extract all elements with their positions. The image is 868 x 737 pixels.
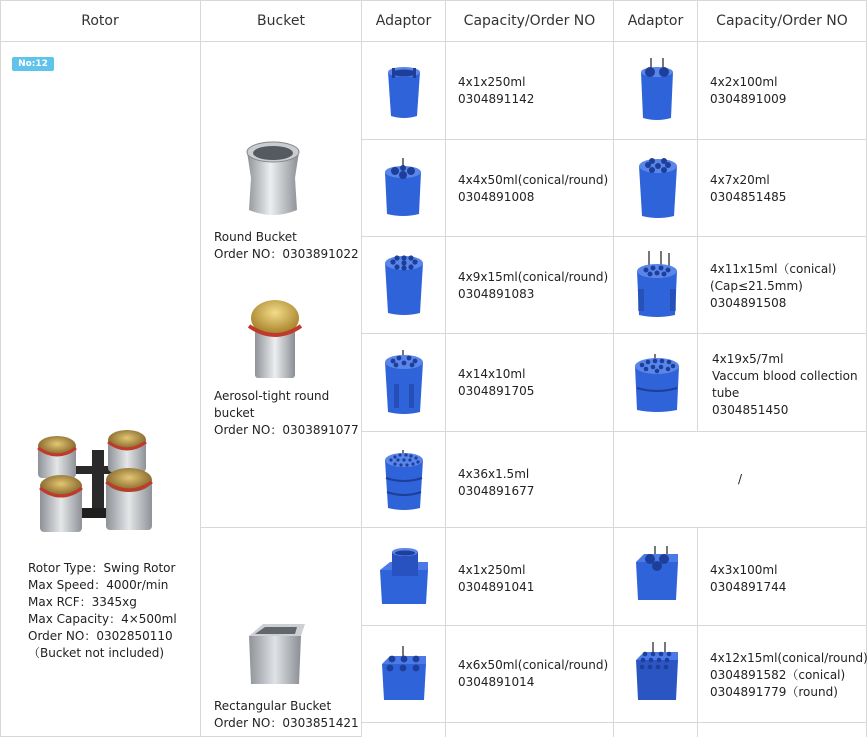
capacity-text: 4x2x100ml xyxy=(710,75,778,89)
header-bucket: Bucket xyxy=(201,0,362,42)
header-adaptor-1: Adaptor xyxy=(362,0,446,42)
adaptor-19x5-icon xyxy=(632,352,682,414)
order-number-round: 0304891779（round) xyxy=(710,685,838,699)
capacity-text: 4x19x5/7ml xyxy=(712,352,784,366)
capacity-text: 4x1x250ml xyxy=(458,563,526,577)
adaptor-9x15-icon xyxy=(382,251,426,317)
order-number: 0304891677 xyxy=(458,484,535,498)
capacity-cell xyxy=(446,42,614,140)
bucket-cell-round xyxy=(201,42,362,528)
round-bucket-order: Order NO：0303891022 xyxy=(214,247,359,261)
adaptor-image-cell xyxy=(362,140,446,237)
order-number: 0304891142 xyxy=(458,92,535,106)
adaptor-rect-3x100-icon xyxy=(632,544,682,604)
capacity-text: 4x7x20ml xyxy=(710,173,770,187)
rotor-cell xyxy=(0,42,201,737)
adaptor-11x15-icon xyxy=(634,249,680,319)
rect-bucket-order: Order NO：0303851421 xyxy=(214,716,359,730)
adaptor-1x250-icon xyxy=(384,64,424,120)
rotor-spec-rcf: Max RCF：3345xg xyxy=(28,595,137,609)
adaptor-image-cell xyxy=(362,42,446,140)
capacity-cell xyxy=(446,626,614,723)
rotor-spec-note: （Bucket not included) xyxy=(28,646,165,660)
rotor-number-badge: No:12 xyxy=(12,57,54,71)
rotor-spec-capacity: Max Capacity：4×500ml xyxy=(28,612,177,626)
capacity-cell xyxy=(698,626,867,723)
round-bucket-name: Round Bucket xyxy=(214,230,297,244)
adaptor-4x50-icon xyxy=(382,156,424,218)
aerosol-bucket-name-line2: bucket xyxy=(214,406,255,420)
header-adaptor-2: Adaptor xyxy=(614,0,698,42)
capacity-text: 4x3x100ml xyxy=(710,563,778,577)
order-number: 0304891083 xyxy=(458,287,535,301)
capacity-text: 4x14x10ml xyxy=(458,367,526,381)
capacity-cell xyxy=(698,528,867,626)
adaptor-image-cell xyxy=(614,626,698,723)
adaptor-rect-12x15-icon xyxy=(632,640,682,704)
adaptor-image-cell-partial xyxy=(362,723,446,737)
header-capacity-2: Capacity/Order NO xyxy=(698,0,867,42)
aerosol-bucket-image xyxy=(245,296,305,380)
adaptor-image-cell xyxy=(362,432,446,528)
capacity-cell-partial xyxy=(698,723,867,737)
order-number: 0304891705 xyxy=(458,384,535,398)
capacity-cell xyxy=(698,237,867,334)
adaptor-36x1-5-icon xyxy=(382,448,426,512)
capacity-cell xyxy=(698,140,867,237)
header-capacity-1: Capacity/Order NO xyxy=(446,0,614,42)
adaptor-image-cell xyxy=(362,528,446,626)
order-number: 0304891041 xyxy=(458,580,535,594)
empty-adaptor-cell xyxy=(614,432,867,528)
order-number: 0304891014 xyxy=(458,675,535,689)
order-number: 0304851485 xyxy=(710,190,787,204)
adaptor-image-cell xyxy=(614,334,698,432)
adaptor-image-cell xyxy=(614,140,698,237)
capacity-note: Vaccum blood collection xyxy=(712,369,858,383)
aerosol-bucket-order: Order NO：0303891077 xyxy=(214,423,359,437)
adaptor-2x100-icon xyxy=(638,56,676,122)
aerosol-bucket-name-line1: Aerosol-tight round xyxy=(214,389,330,403)
capacity-text: 4x36x1.5ml xyxy=(458,467,530,481)
order-number-conical: 0304891582（conical) xyxy=(710,668,846,682)
capacity-cell xyxy=(446,432,614,528)
capacity-note: (Cap≤21.5mm) xyxy=(710,279,803,293)
capacity-text: 4x9x15ml(conical/round) xyxy=(458,270,609,284)
rotor-spec-speed: Max Speed：4000r/min xyxy=(28,578,169,592)
rect-bucket-name: Rectangular Bucket xyxy=(214,699,332,713)
capacity-text: 4x12x15ml(conical/round) xyxy=(710,651,868,665)
adaptor-rect-1x250-icon xyxy=(378,548,430,608)
adaptor-image-cell xyxy=(614,42,698,140)
rotor-spec-type: Rotor Type：Swing Rotor xyxy=(28,561,176,575)
rotor-specs xyxy=(28,560,198,662)
adaptor-image-cell-partial xyxy=(614,723,698,737)
rotor-spec-order: Order NO：0302850110 xyxy=(28,629,173,643)
adaptor-14x10-icon xyxy=(382,348,426,416)
round-bucket-image xyxy=(241,138,305,218)
order-number: 0304891744 xyxy=(710,580,787,594)
capacity-text: 4x4x50ml(conical/round) xyxy=(458,173,609,187)
rectangular-bucket-image xyxy=(243,618,307,690)
capacity-cell xyxy=(698,42,867,140)
capacity-text: 4x6x50ml(conical/round) xyxy=(458,658,609,672)
order-number: 0304891008 xyxy=(458,190,535,204)
adaptor-rect-6x50-icon xyxy=(378,644,430,704)
adaptor-image-cell xyxy=(614,237,698,334)
header-rotor: Rotor xyxy=(0,0,201,42)
capacity-cell xyxy=(446,140,614,237)
order-number: 0304851450 xyxy=(712,403,789,417)
capacity-cell xyxy=(446,237,614,334)
adaptor-image-cell xyxy=(362,237,446,334)
order-number: 0304891009 xyxy=(710,92,787,106)
adaptor-7x20-icon xyxy=(636,154,680,220)
capacity-cell xyxy=(446,334,614,432)
adaptor-image-cell xyxy=(362,626,446,723)
adaptor-image-cell xyxy=(614,528,698,626)
capacity-cell xyxy=(698,334,867,432)
capacity-cell xyxy=(446,528,614,626)
capacity-text: 4x1x250ml xyxy=(458,75,526,89)
adaptor-image-cell xyxy=(362,334,446,432)
bucket-cell-rect xyxy=(201,528,362,737)
order-number: 0304891508 xyxy=(710,296,787,310)
swing-rotor-image xyxy=(34,430,164,542)
not-applicable-mark: / xyxy=(737,472,743,486)
capacity-text: 4x11x15ml（conical) xyxy=(710,262,837,276)
capacity-cell-partial xyxy=(446,723,614,737)
capacity-note-2: tube xyxy=(712,386,740,400)
